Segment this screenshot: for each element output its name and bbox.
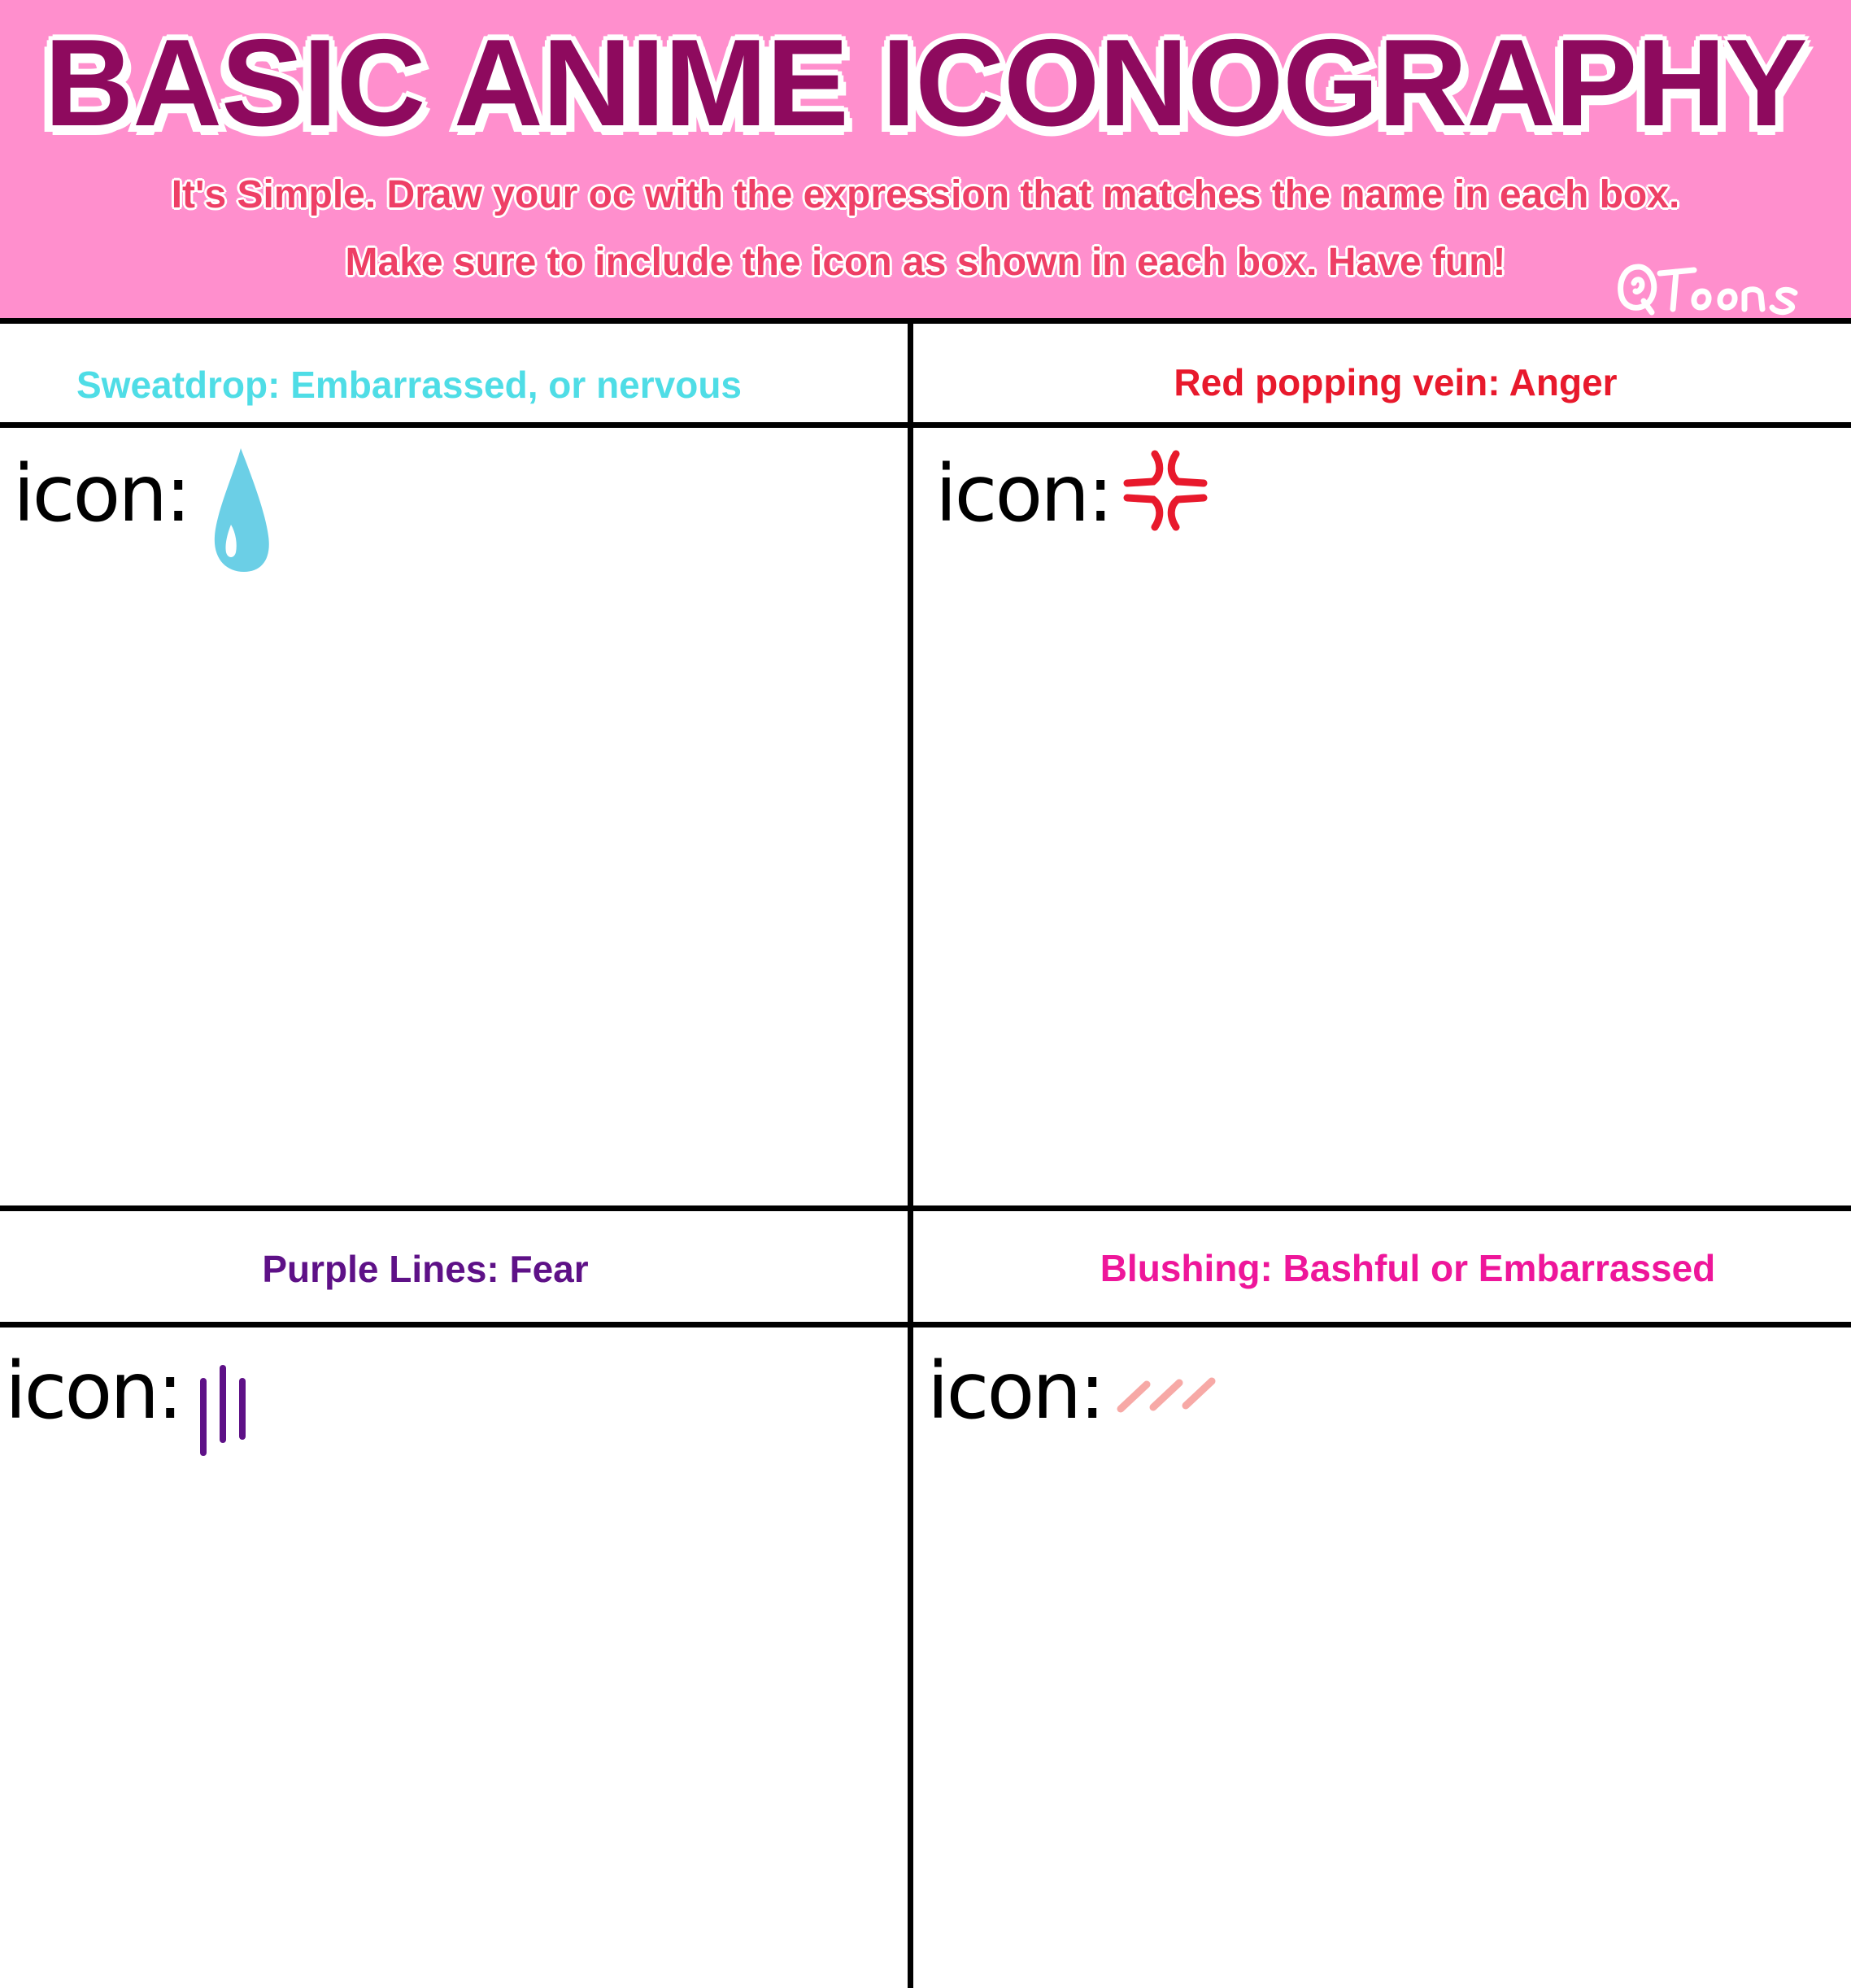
icon-label: icon: [935, 448, 1112, 539]
icon-label: icon: [927, 1345, 1104, 1437]
anger-vein-icon [1122, 447, 1212, 537]
middle-divider-line [0, 1205, 1851, 1211]
header-banner [0, 0, 1851, 318]
center-divider-line [908, 324, 913, 1988]
icon-label: icon: [13, 448, 189, 539]
panel-heading-fear: Purple Lines: Fear [262, 1248, 589, 1290]
icon-label: icon: [5, 1345, 181, 1437]
qtoons-signature-logo [1614, 259, 1801, 316]
header-divider-line [0, 318, 1851, 324]
sweatdrop-icon [210, 445, 275, 575]
fear-lines-icon [195, 1352, 252, 1458]
panel-heading-blush: Blushing: Bashful or Embarrassed [1100, 1247, 1716, 1289]
bottom-heading-divider-line [0, 1322, 1851, 1328]
page-title: BASIC ANIME ICONOGRAPHY [44, 14, 1807, 152]
blush-lines-icon [1114, 1375, 1220, 1415]
top-heading-divider-line [0, 422, 1851, 428]
instructions-line-2: Make sure to include the icon as shown in each box. Have fun! [345, 241, 1506, 284]
panel-heading-anger: Red popping vein: Anger [1174, 361, 1618, 403]
panel-heading-sweatdrop: Sweatdrop: Embarrassed, or nervous [76, 364, 743, 406]
instructions-line-1: It's Simple. Draw your oc with the expression that matches the name in each box. [171, 173, 1680, 216]
